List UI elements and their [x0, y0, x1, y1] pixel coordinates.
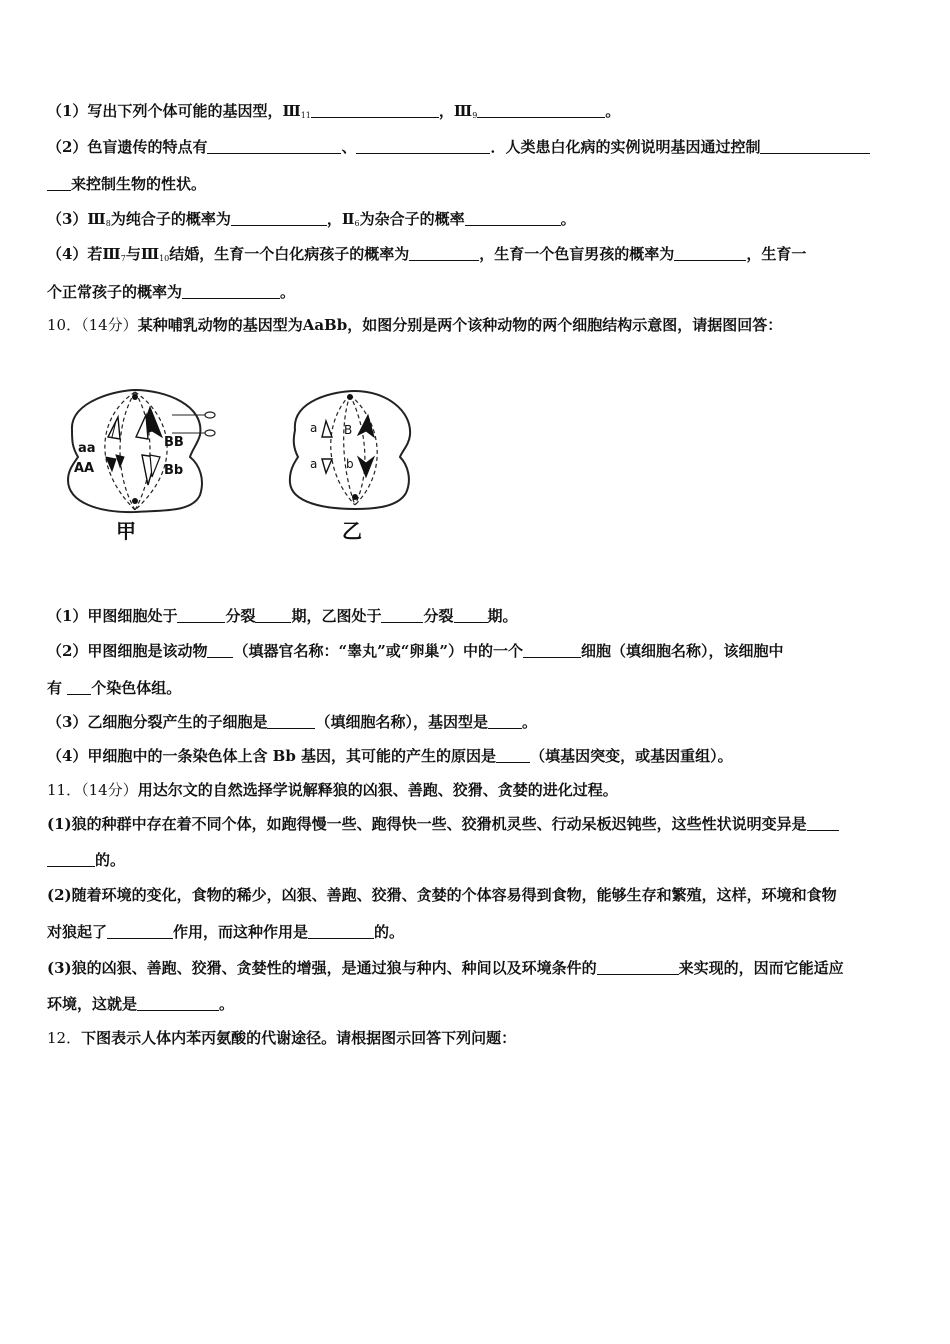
answer-blank[interactable] — [465, 210, 561, 226]
q11-part1 — [47, 814, 839, 834]
answer-blank[interactable] — [267, 713, 315, 729]
answer-blank[interactable] — [760, 138, 870, 154]
question-stem: 下图表示人体内苯丙氨酸的代谢途径。请根据图示回答下列问题： — [81, 1029, 517, 1047]
answer-blank[interactable] — [207, 138, 341, 154]
answer-blank[interactable] — [137, 995, 219, 1011]
allele-label: BB — [164, 435, 184, 450]
q10-part2-text: 细胞（填细胞名称），该细胞中 — [580, 642, 784, 660]
q10-part4-text: （填基因突变，或基因重组）。 — [530, 747, 733, 765]
allele-label: a — [310, 421, 318, 435]
q11-part2 — [47, 885, 837, 905]
q9-part1-text: ，Ⅲ — [438, 102, 473, 120]
q9-part2-text: 、 — [341, 138, 357, 156]
q10-part3 — [47, 712, 537, 732]
q11-part3-text: (3)狼的凶狠、善跑、狡猾、贪婪性的增强，是通过狼与种内、种间以及环境条件的 — [47, 959, 597, 977]
q11-stem — [47, 780, 618, 800]
q9-part3-text: 为纯合子的概率为 — [110, 210, 231, 228]
answer-blank[interactable] — [488, 713, 522, 729]
q9-part2 — [47, 137, 870, 157]
allele-label: aa — [78, 441, 96, 456]
answer-blank[interactable] — [255, 607, 291, 623]
q9-part3 — [47, 209, 576, 234]
answer-blank[interactable] — [207, 642, 233, 658]
q9-part2-text: （2）色盲遗传的特点有 — [47, 138, 208, 156]
answer-blank[interactable] — [231, 210, 327, 226]
q9-part3-text: 为杂合子的概率 — [359, 210, 465, 228]
q10-part2-text: 有 — [47, 679, 68, 697]
q9-part2-cont — [47, 174, 206, 194]
q9-part4-cont — [47, 282, 295, 302]
q11-part2-text: 作用，而这种作用是 — [173, 923, 309, 941]
subscript: 10 — [159, 254, 170, 263]
q11-part3 — [47, 958, 844, 978]
q9-part4-text: 结婚，生育一个白化病孩子的概率为 — [169, 245, 410, 263]
q10-part3-text: 。 — [521, 713, 537, 731]
answer-blank[interactable] — [107, 923, 173, 939]
q10-part2-text: 个染色体组。 — [91, 679, 182, 697]
figure-label-jia: 甲 — [116, 519, 136, 543]
answer-blank[interactable] — [356, 138, 490, 154]
q10-part2-text: （填器官名称：“睾丸”或“卵巢”）中的一个 — [233, 642, 523, 660]
q9-part4-text: 个正常孩子的概率为 — [47, 283, 183, 301]
q11-part1-cont — [47, 850, 125, 870]
q10-part1-text: 分裂 — [423, 607, 454, 625]
answer-blank[interactable] — [674, 245, 746, 261]
q10-stem — [47, 315, 782, 335]
q11-part2-text: (2)随着环境的变化，食物的稀少，凶狠、善跑、狡猾、贪婪的个体容易得到食物，能够生存和繁殖，这样，环境和食物 — [47, 886, 837, 904]
subscript: 6 — [354, 219, 360, 228]
question-number: 10．（14分） — [47, 316, 138, 334]
answer-blank[interactable] — [496, 747, 530, 763]
q10-part4 — [47, 746, 733, 766]
q9-part2-text: ．人类患白化病的实例说明基因通过控制 — [490, 138, 761, 156]
answer-blank[interactable] — [409, 245, 479, 261]
q9-part3-text: ，Ⅱ — [326, 210, 355, 228]
q9-part4 — [47, 244, 806, 269]
q11-part3-text: 来实现的，因而它能适应 — [678, 959, 844, 977]
subscript: 7 — [120, 254, 126, 263]
answer-blank[interactable] — [177, 607, 225, 623]
q11-part3-text: 。 — [219, 995, 235, 1013]
q9-part4-text: 。 — [280, 283, 296, 301]
question-stem: 某种哺乳动物的基因型为AaBb，如图分别是两个该种动物的两个细胞结构示意图，请据图回答： — [137, 316, 783, 334]
q9-part3-text: 。 — [560, 210, 576, 228]
answer-blank[interactable] — [67, 679, 91, 695]
subscript: 9 — [472, 111, 478, 120]
answer-blank[interactable] — [523, 642, 581, 658]
allele-label: Bb — [164, 463, 184, 478]
figure-label-yi: 乙 — [342, 519, 362, 543]
q9-part4-text: ，生育一 — [746, 245, 807, 263]
allele-label: a — [310, 457, 318, 471]
q10-part3-text: （填细胞名称），基因型是 — [315, 713, 488, 731]
q10-part1-text: 分裂 — [225, 607, 256, 625]
q9-part2-text: 来控制生物的性状。 — [71, 175, 207, 193]
q10-part1-text: （1）甲图细胞处于 — [47, 607, 178, 625]
answer-blank[interactable] — [381, 607, 423, 623]
q11-part2-text: 的。 — [374, 923, 405, 941]
q10-part1-text: 期。 — [487, 607, 518, 625]
question-number: 12． — [47, 1029, 82, 1047]
q10-part4-text: （4）甲细胞中的一条染色体上含 Bb 基因，其可能的产生的原因是 — [47, 747, 497, 765]
subscript: 8 — [105, 219, 111, 228]
q9-part3-text: （3）Ⅲ — [47, 210, 106, 228]
cell-diagram-svg — [60, 385, 420, 555]
allele-label: AA — [74, 461, 95, 476]
question-stem: 用达尔文的自然选择学说解释狼的凶狠、善跑、狡猾、贪婪的进化过程。 — [137, 781, 618, 799]
cell-yi — [290, 391, 410, 509]
answer-blank[interactable] — [311, 102, 439, 118]
q11-part1-text: 的。 — [95, 851, 126, 869]
q11-part3-text: 环境，这就是 — [47, 995, 138, 1013]
allele-label: b — [346, 457, 354, 471]
answer-blank[interactable] — [47, 851, 95, 867]
q10-part1 — [47, 606, 518, 626]
q9-part4-text: ，生育一个色盲男孩的概率为 — [479, 245, 675, 263]
answer-blank[interactable] — [454, 607, 488, 623]
q10-part2 — [47, 641, 783, 661]
q10-part1-text: 期，乙图处于 — [291, 607, 382, 625]
q12-stem — [47, 1028, 516, 1048]
q9-part1 — [47, 101, 620, 126]
allele-label: B — [344, 423, 353, 437]
answer-blank[interactable] — [807, 815, 839, 831]
answer-blank[interactable] — [477, 102, 605, 118]
q11-part3-cont — [47, 994, 234, 1014]
answer-blank[interactable] — [182, 283, 280, 299]
q9-part4-text: （4）若Ⅲ — [47, 245, 121, 263]
answer-blank[interactable] — [308, 923, 374, 939]
subscript: 11 — [300, 111, 311, 120]
q10-part2-text: （2）甲图细胞是该动物 — [47, 642, 208, 660]
q10-part3-text: （3）乙细胞分裂产生的子细胞是 — [47, 713, 268, 731]
answer-blank[interactable] — [597, 959, 679, 975]
cell-division-figure — [60, 385, 420, 555]
q11-part2-text: 对狼起了 — [47, 923, 108, 941]
q11-part2-cont — [47, 922, 404, 942]
q11-part1-text: (1)狼的种群中存在着不同个体，如跑得慢一些、跑得快一些、狡猾机灵些、行动呆板迟钝些，这些性状说明变异是 — [47, 815, 807, 833]
q9-part1-text: （1）写出下列个体可能的基因型，Ⅲ — [47, 102, 301, 120]
answer-blank[interactable] — [47, 175, 71, 191]
q9-part4-text: 与Ⅲ — [125, 245, 160, 263]
question-number: 11．（14分） — [47, 781, 138, 799]
q9-part1-text: 。 — [605, 102, 621, 120]
q10-part2-cont — [47, 678, 181, 698]
